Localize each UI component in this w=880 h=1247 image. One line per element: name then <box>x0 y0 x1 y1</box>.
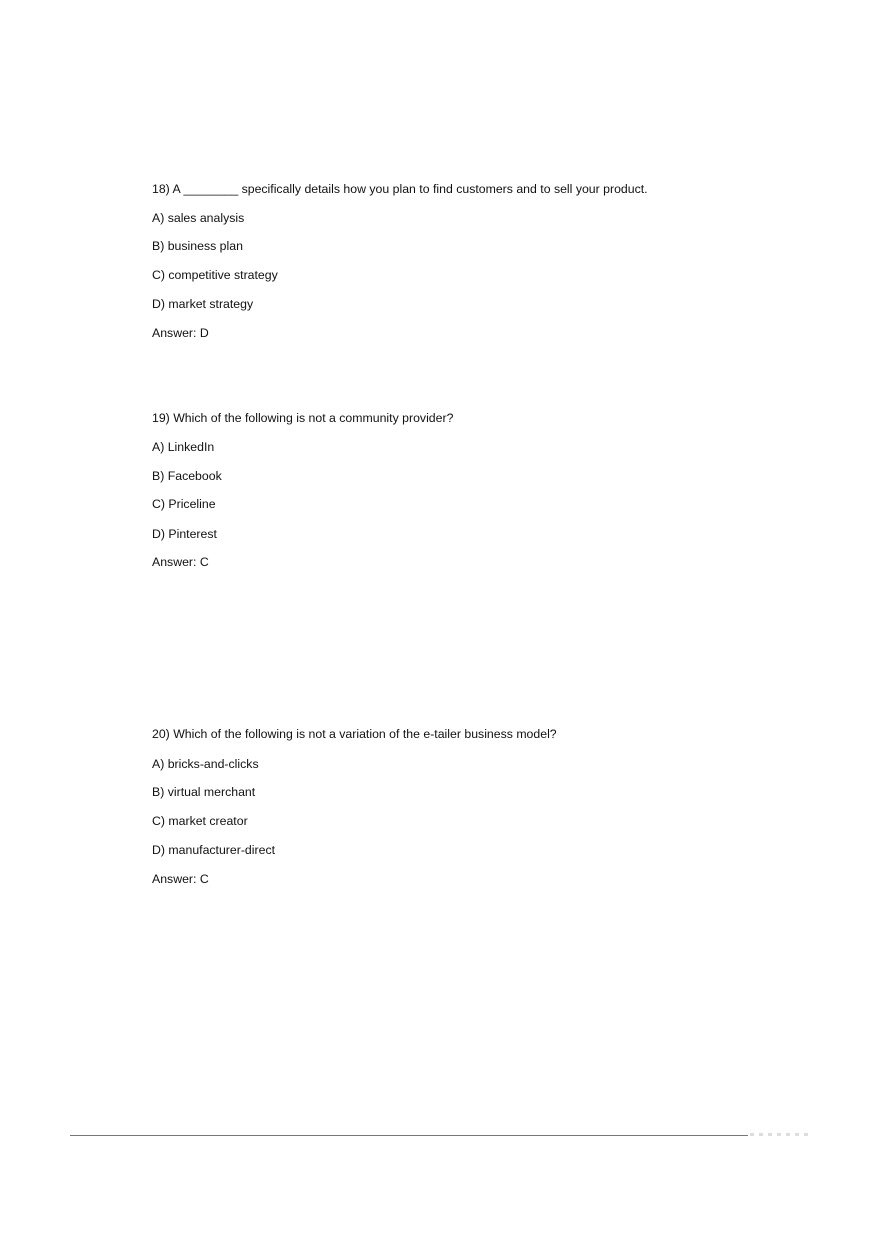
option-b: B) virtual merchant <box>152 785 256 799</box>
question-prompt: 19) Which of the following is not a community provider? <box>152 411 454 425</box>
answer: Answer: C <box>152 555 209 569</box>
option-a: A) LinkedIn <box>152 440 215 454</box>
question-prompt: 18) A ________ specifically details how you plan to find customers and to sell your product. <box>152 182 648 196</box>
option-c: C) market creator <box>152 814 248 828</box>
answer: Answer: C <box>152 872 209 886</box>
option-a: A) sales analysis <box>152 211 245 225</box>
answer: Answer: D <box>152 326 209 340</box>
footer-divider <box>70 1135 748 1136</box>
option-b: B) business plan <box>152 239 243 253</box>
footer-faint-text <box>750 1133 810 1136</box>
question-prompt: 20) Which of the following is not a variation of the e-tailer business model? <box>152 727 557 741</box>
option-c: C) competitive strategy <box>152 268 278 282</box>
option-d: D) manufacturer-direct <box>152 843 276 857</box>
option-c: C) Priceline <box>152 497 216 511</box>
option-d: D) Pinterest <box>152 527 217 541</box>
option-a: A) bricks-and-clicks <box>152 757 259 771</box>
option-d: D) market strategy <box>152 297 254 311</box>
option-b: B) Facebook <box>152 469 222 483</box>
